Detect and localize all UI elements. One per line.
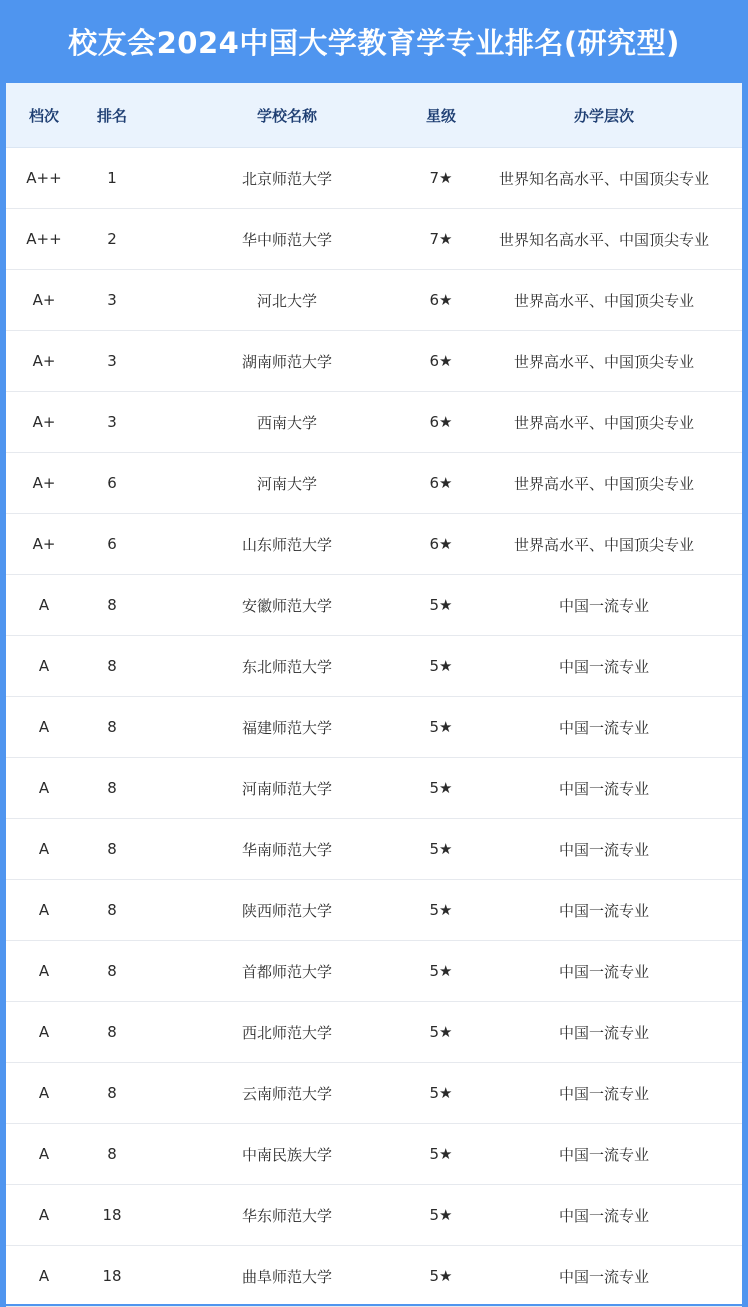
cell-school-name: 西北师范大学	[241, 1023, 332, 1042]
cell-rank: 8	[107, 1023, 117, 1041]
cell-tier: A	[38, 596, 50, 614]
cell-school-name: 湖南师范大学	[241, 352, 332, 371]
cell-rank: 8	[107, 718, 117, 736]
cell-tier: A	[38, 657, 50, 675]
cell-tier: A	[38, 840, 50, 858]
cell-stars: 5★	[429, 962, 453, 980]
table-row	[6, 453, 742, 514]
cell-stars: 6★	[429, 535, 453, 553]
cell-stars: 6★	[429, 291, 453, 309]
cell-level: 世界高水平、中国顶尖专业	[513, 413, 694, 432]
table-row	[6, 697, 742, 758]
cell-tier: A	[38, 962, 50, 980]
cell-rank: 6	[107, 535, 117, 553]
table-row	[6, 819, 742, 880]
cell-level: 中国一流专业	[558, 718, 649, 737]
cell-tier: A	[38, 1084, 50, 1102]
cell-rank: 3	[107, 291, 117, 309]
cell-tier: A++	[26, 169, 62, 187]
cell-rank: 8	[107, 779, 117, 797]
cell-tier: A	[38, 1023, 50, 1041]
cell-level: 世界知名高水平、中国顶尖专业	[498, 169, 709, 188]
cell-rank: 2	[107, 230, 117, 248]
cell-school-name: 陕西师范大学	[241, 901, 332, 920]
cell-stars: 5★	[429, 596, 453, 614]
cell-stars: 5★	[429, 779, 453, 797]
cell-level: 中国一流专业	[558, 779, 649, 798]
cell-school-name: 山东师范大学	[241, 535, 332, 554]
cell-school-name: 河南大学	[256, 474, 317, 493]
header-school-name: 学校名称	[256, 107, 317, 125]
cell-stars: 5★	[429, 1023, 453, 1041]
cell-level: 中国一流专业	[558, 657, 649, 676]
cell-rank: 8	[107, 596, 117, 614]
cell-rank: 18	[102, 1267, 122, 1285]
page-title: 校友会2024中国大学教育学专业排名(研究型)	[68, 26, 680, 60]
cell-level: 世界高水平、中国顶尖专业	[513, 291, 694, 310]
cell-school-name: 安徽师范大学	[241, 596, 332, 615]
cell-school-name: 东北师范大学	[241, 657, 332, 676]
table-row	[6, 575, 742, 636]
cell-level: 中国一流专业	[558, 901, 649, 920]
cell-stars: 5★	[429, 718, 453, 736]
cell-level: 中国一流专业	[558, 1206, 649, 1225]
table-row	[6, 1124, 742, 1185]
cell-tier: A+	[32, 535, 56, 553]
cell-rank: 6	[107, 474, 117, 492]
cell-rank: 18	[102, 1206, 122, 1224]
cell-tier: A	[38, 718, 50, 736]
cell-stars: 7★	[429, 230, 453, 248]
cell-rank: 8	[107, 1145, 117, 1163]
cell-level: 中国一流专业	[558, 962, 649, 981]
cell-tier: A	[38, 779, 50, 797]
table-row	[6, 209, 742, 270]
cell-stars: 6★	[429, 474, 453, 492]
cell-tier: A+	[32, 352, 56, 370]
cell-school-name: 北京师范大学	[241, 169, 332, 188]
cell-tier: A	[38, 901, 50, 919]
table-row	[6, 941, 742, 1002]
cell-school-name: 西南大学	[256, 413, 317, 432]
header-stars: 星级	[425, 107, 456, 125]
table-row	[6, 270, 742, 331]
cell-school-name: 华南师范大学	[241, 840, 332, 859]
cell-school-name: 首都师范大学	[241, 962, 332, 981]
cell-tier: A	[38, 1267, 50, 1285]
table-row	[6, 148, 742, 209]
cell-tier: A+	[32, 291, 56, 309]
table-row	[6, 1246, 742, 1307]
cell-level: 中国一流专业	[558, 1084, 649, 1103]
cell-school-name: 曲阜师范大学	[241, 1267, 332, 1286]
cell-stars: 6★	[429, 413, 453, 431]
cell-tier: A	[38, 1145, 50, 1163]
cell-tier: A	[38, 1206, 50, 1224]
cell-stars: 7★	[429, 169, 453, 187]
cell-school-name: 河北大学	[256, 291, 317, 310]
cell-stars: 5★	[429, 657, 453, 675]
cell-stars: 5★	[429, 1206, 453, 1224]
cell-stars: 5★	[429, 840, 453, 858]
table-header	[6, 83, 742, 148]
cell-rank: 8	[107, 657, 117, 675]
table-row	[6, 1002, 742, 1063]
cell-school-name: 福建师范大学	[241, 718, 332, 737]
table-row	[6, 514, 742, 575]
cell-school-name: 云南师范大学	[241, 1084, 332, 1103]
cell-tier: A+	[32, 474, 56, 492]
cell-rank: 3	[107, 413, 117, 431]
table-row	[6, 1063, 742, 1124]
table-row	[6, 758, 742, 819]
cell-school-name: 中南民族大学	[241, 1145, 332, 1164]
cell-tier: A+	[32, 413, 56, 431]
cell-stars: 6★	[429, 352, 453, 370]
cell-level: 中国一流专业	[558, 1145, 649, 1164]
cell-rank: 8	[107, 901, 117, 919]
table-row	[6, 392, 742, 453]
cell-rank: 3	[107, 352, 117, 370]
cell-stars: 5★	[429, 1145, 453, 1163]
cell-stars: 5★	[429, 901, 453, 919]
cell-level: 中国一流专业	[558, 1267, 649, 1286]
table-row	[6, 331, 742, 392]
cell-school-name: 河南师范大学	[241, 779, 332, 798]
cell-rank: 8	[107, 962, 117, 980]
table-row	[6, 880, 742, 941]
ranking-table	[6, 83, 742, 1304]
cell-stars: 5★	[429, 1267, 453, 1285]
cell-level: 中国一流专业	[558, 596, 649, 615]
header-tier: 档次	[28, 107, 59, 125]
cell-tier: A++	[26, 230, 62, 248]
cell-level: 中国一流专业	[558, 840, 649, 859]
cell-rank: 1	[107, 169, 117, 187]
header-rank: 排名	[96, 107, 127, 125]
cell-rank: 8	[107, 1084, 117, 1102]
cell-level: 中国一流专业	[558, 1023, 649, 1042]
cell-school-name: 华中师范大学	[241, 230, 332, 249]
table-row	[6, 636, 742, 697]
cell-level: 世界高水平、中国顶尖专业	[513, 352, 694, 371]
cell-level: 世界知名高水平、中国顶尖专业	[498, 230, 709, 249]
header-level: 办学层次	[573, 107, 634, 125]
cell-rank: 8	[107, 840, 117, 858]
cell-stars: 5★	[429, 1084, 453, 1102]
cell-school-name: 华东师范大学	[241, 1206, 332, 1225]
cell-level: 世界高水平、中国顶尖专业	[513, 474, 694, 493]
cell-level: 世界高水平、中国顶尖专业	[513, 535, 694, 554]
table-row	[6, 1185, 742, 1246]
